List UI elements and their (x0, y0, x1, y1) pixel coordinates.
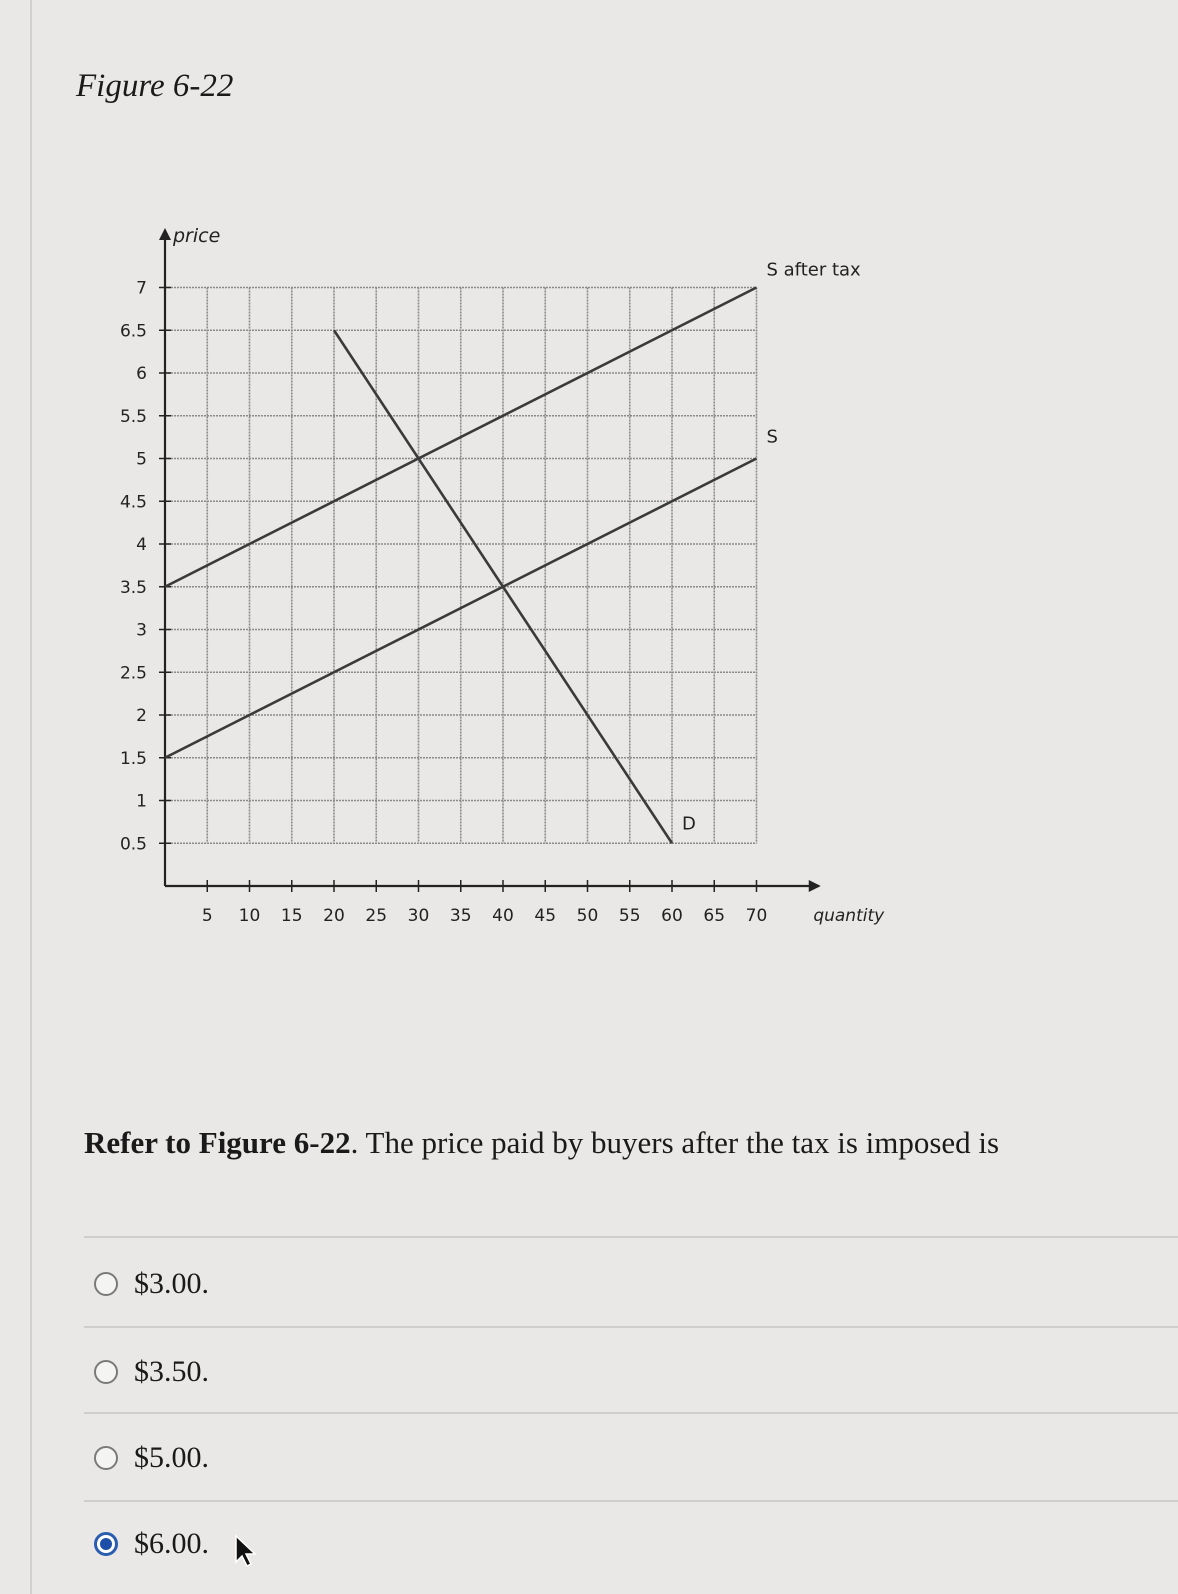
x-tick-label: 50 (576, 906, 599, 926)
x-tick-label: 60 (661, 906, 683, 926)
answer-option-4[interactable] (94, 1522, 209, 1566)
y-tick-label: 3.5 (119, 577, 147, 598)
y-axis-label: price (173, 225, 221, 247)
series-line (165, 459, 757, 758)
answer-option-2[interactable] (94, 1350, 209, 1394)
radio-button-3[interactable] (94, 1446, 118, 1470)
y-tick-label: 5.5 (119, 406, 147, 427)
x-tick-label: 5 (201, 906, 213, 926)
x-tick-label: 20 (323, 906, 345, 926)
answer-option-4-label: $6.00. (134, 1527, 209, 1560)
x-axis-arrow (809, 880, 821, 892)
x-tick-label: 25 (365, 906, 388, 926)
y-tick-label: 5 (136, 449, 147, 470)
y-tick-label: 6.5 (119, 321, 147, 342)
y-tick-label: 2 (136, 706, 147, 726)
x-tick-label: 65 (703, 906, 726, 926)
answer-option-3[interactable] (94, 1436, 209, 1480)
x-tick-label: 10 (238, 906, 261, 926)
answer-option-2-label: $3.50. (134, 1355, 209, 1388)
x-tick-label: 45 (534, 906, 557, 926)
y-tick-label: 2.5 (119, 663, 147, 684)
radio-button-1[interactable] (94, 1272, 118, 1296)
mouse-pointer-icon (234, 1534, 260, 1568)
y-tick-label: 3 (136, 620, 147, 641)
y-tick-label: 0.5 (119, 834, 147, 855)
series-label: S (766, 426, 778, 448)
y-tick-label: 4.5 (119, 492, 147, 513)
series-label: D (682, 813, 696, 835)
x-tick-label: 70 (745, 906, 768, 926)
radio-button-4[interactable] (94, 1532, 118, 1556)
y-tick-label: 1 (136, 791, 147, 812)
question-text (84, 1125, 999, 1161)
y-tick-label: 7 (136, 278, 147, 299)
x-tick-label: 55 (618, 906, 641, 926)
y-tick-label: 4 (136, 535, 147, 555)
divider (84, 1500, 1178, 1502)
x-tick-label: 15 (280, 906, 303, 926)
divider (84, 1412, 1178, 1414)
answer-option-1-label: $3.00. (134, 1267, 209, 1300)
x-tick-label: 35 (449, 906, 472, 926)
figure-title: Figure 6-22 (76, 68, 234, 104)
radio-button-2[interactable] (94, 1360, 118, 1384)
y-tick-label: 1.5 (119, 748, 147, 769)
y-tick-label: 6 (136, 364, 147, 384)
y-axis-arrow (159, 228, 171, 240)
x-tick-label: 40 (492, 906, 514, 926)
divider (84, 1326, 1178, 1328)
x-axis-label: quantity (813, 906, 885, 926)
divider (84, 1236, 1178, 1238)
series-line (165, 288, 757, 587)
x-tick-label: 30 (407, 906, 430, 926)
answer-option-3-label: $5.00. (134, 1441, 209, 1474)
question-body: . The price paid by buyers after the tax is imposed is (350, 1125, 1000, 1160)
series-label: S after tax (766, 259, 861, 281)
question-figure-ref: Refer to Figure 6-22 (84, 1125, 351, 1160)
answer-option-1[interactable] (94, 1262, 209, 1306)
